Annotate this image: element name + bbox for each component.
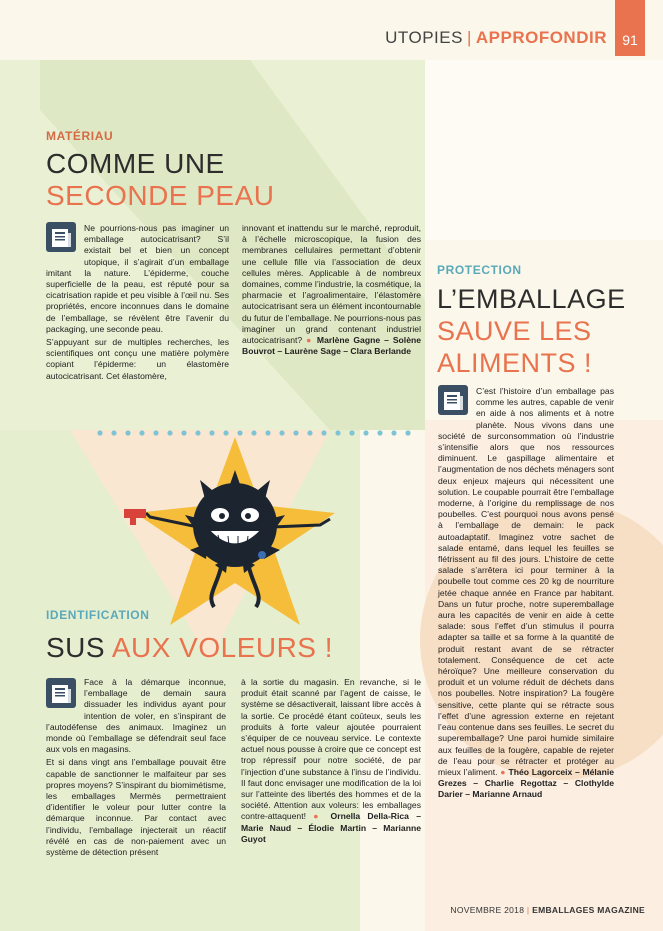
article2-body: C’est l’histoire d’un emballage pas comme les autres, capable de venir en aide à nos aliments et à notre planète. Nous vivons dans une société de surconsommation où l’industrie s’intensifie alors que nos ressources diminuent. Le gaspillage alimentaire et l’augmentation de nos déchets ménagers sont deux enjeux majeurs qui nécessitent une solution. Le coupable pourrait être l’emballage moderne, à l’origine du remplissage de nos poubelles. C’est pourquoi nous avons pensé à l’emballage de demain: le pack autoadaptatif. Imaginez votre sachet de salade entamé, dans lequel les feuilles se flétrissent au fil des jours. L’histoire de cette salade s’arrêtera ici pour terminer à la poubelle tout comme ces 20 kg de nourriture jetée chaque année en France par habitant. Dans un futur proche, notre superemballage aura les capacités de venir en aide à cette salade: sous l’effet d’un stimulus il pourra adapter sa taille et sa forme à la quantité de produit restant avant de se rétracter totalement. Conséquence de cet acte héroïque? Une meilleure conservation du produit et un volume réduit de déchets dans nos poubelles. Notre inspiration? La fougère sensitive, cette plante qui se rétracte sous l’effet d’une agression externe en rejetant l’eau contenue dans ses feuilles. Le secret du superemballage? Une paroi humide similaire aux feuilles de la fougère, capable de rejeter de l’eau pour se rétracter et protéger au mieux l’aliment.	[438, 386, 614, 777]
running-header	[385, 28, 607, 48]
article1-column1	[46, 223, 229, 384]
article2-title-line2: SAUVE LES	[437, 316, 592, 346]
article3-col2-para1: à la sortie du magasin. En revanche, si le produit était scanné par l’agent de caisse, le système se désactiverait, laissant libre accès à la sortie. Ce procédé étant coûteux, seuls les produits à forte valeur ajoutée pourraient s’équiper de ce nouveau service. Le contexte actuel nous pousse à croire que ce concept est trop répressif pour notre société, de par l’injection d’une substance à l’insu de l’individu. Il faut donc envisager une modification de la loi sur l’atteinte des libertés des hommes et de la société. Attention aux voleurs: les emballages contre-attaquent!	[241, 677, 421, 822]
footer-separator: |	[526, 905, 530, 915]
article3-title-accent: AUX VOLEURS !	[111, 632, 334, 663]
article2-authors: Théo Lagorceix – Mélanie Grezes – Charlie Regottaz – Clothylde Darier – Marianne Arnaud	[438, 766, 614, 800]
article1-col1-para1: Ne pourrions-nous pas imaginer un emballage autocicatrisant? S’il existait bel et bien un concept utopique, il s’agirait d’un emballage imitant la nature. L’épiderme, couche superficielle de la peau, est réputé pour sa cicatrisation rapide et peu visible à l’œil nu. Ses propriétés, encore inconnues dans le domaine de l’emballage, se révèlent être l’avenir du packaging, une seconde peau.	[46, 223, 229, 334]
spiky-monster-illustration	[110, 435, 360, 635]
article1-col1-para2: S’appuyant sur de multiples recherches, les scientifiques ont conçu une matière polymère copiant l’épiderme: un élastomère autocicatrisant. Cet élastomère,	[46, 337, 229, 381]
article3-authors: Ornella Della-Rica – Marie Naud – Élodie Martin – Marianne Guyot	[241, 811, 421, 844]
header-section: APPROFONDIR	[475, 28, 607, 47]
article1-title-line2: SECONDE PEAU	[46, 180, 275, 211]
article3-col1-para2: Et si dans vingt ans l’emballage pouvait être capable de sanctionner le malfaiteur par ses propres moyens? S’inspirant du biomimétisme, les emballages Mermès permettraient d’identifier le voleur pour lutter contre la démarque inconnue. Par contact avec l’individu, l’emballage injecterait un réactif révélé en cas de non-paiement avec un système de détection présent	[46, 757, 226, 858]
article2-title	[437, 283, 626, 379]
article3-title	[46, 632, 333, 664]
header-separator: |	[466, 28, 472, 47]
page-number: 91	[615, 0, 645, 56]
page-footer	[450, 905, 645, 915]
header-magazine-section: UTOPIES	[385, 28, 463, 47]
article3-kicker: IDENTIFICATION	[46, 608, 150, 622]
article3-col1-para1: Face à la démarque inconnue, l’emballage de demain saura dissuader les individus ayant pour intention de voler, en s’inspirant de l’autodéfense des animaux. Imaginez un monde où l’emballage se défendrait seul face aux vols en magasins.	[46, 677, 226, 755]
article1-title-line1: COMME UNE	[46, 148, 225, 179]
footer-date: NOVEMBRE 2018	[450, 905, 525, 915]
article2-title-line3: ALIMENTS !	[437, 348, 593, 378]
article1-kicker: MATÉRIAU	[46, 129, 114, 143]
footer-magazine: EMBALLAGES MAGAZINE	[532, 905, 645, 915]
article1-authors: Marlène Gagne – Solène Bouvrot – Laurène Sage – Clara Berlande	[242, 335, 421, 357]
article3-title-dark: SUS	[46, 632, 106, 663]
article3-column2: à la sortie du magasin. En revanche, si le produit était scanné par l’agent de caisse, le système se désactiverait, laissant libre accès à la sortie. Ce procédé étant coûteux, seuls les produits à forte valeur ajoutée pourraient s’équiper de ce nouveau service. Le contexte actuel nous pousse à croire que ce concept est trop répressif pour notre société, de par l’injection d’une substance à l’insu de l’individu. Il faut donc envisager une modification de la loi sur l’atteinte des libertés des hommes et de la société. Attention aux voleurs: les emballages contre-attaquent! ● Ornella Della-Rica – Marie Naud – Élodie Martin – Marianne Guyot	[241, 677, 421, 844]
article1-col2-para1: innovant et inattendu sur le marché, reproduit, à l’échelle microscopique, la fusion des membranes cellulaires permettant d’obtenir une cellule fille via l’association de deux cellules mères. Applicable à de nombreux domaines, comme l’industrie, la cosmétique, la pharmacie et l’agroalimentaire, l’élastomère autocicatrisant sera un élément incontournable du futur de l’emballage. Ne pourrions-nous pas imaginer un grand contenant industriel autocicatrisant?	[242, 223, 421, 346]
article2-title-line1: L’EMBALLAGE	[437, 284, 626, 314]
article2-kicker: PROTECTION	[437, 263, 522, 277]
article1-title	[46, 148, 275, 212]
article2-column: C’est l’histoire d’un emballage pas comme les autres, capable de venir en aide à nos aliments et à notre planète. Nous vivons dans une société de surconsommation où l’industrie s’intensifie alors que nos ressources diminuent. Le gaspillage alimentaire et l’augmentation de nos déchets ménagers sont deux enjeux majeurs qui nécessitent une solution. Le coupable pourrait être l’emballage moderne, à l’origine du remplissage de nos poubelles. C’est pourquoi nous avons pensé à l’emballage de demain: le pack autoadaptatif. Imaginez votre sachet de salade entamé, dans lequel les feuilles se flétrissent au fil des jours. L’histoire de cette salade s’arrêtera ici pour terminer à la poubelle tout comme ces 20 kg de nourriture jetée chaque année en France par habitant. Dans un futur proche, notre superemballage aura les capacités de venir en aide à cette salade: sous l’effet d’un stimulus il pourra adapter sa taille et sa forme à la quantité de produit restant avant de se rétracter totalement. Conséquence de cet acte héroïque? Une meilleure conservation du produit et un volume réduit de déchets dans nos poubelles. Notre inspiration? La fougère sensitive, cette plante qui se rétracte sous l’effet d’une agression externe en rejetant l’eau contenue dans ses feuilles. Le secret du superemballage? Une paroi humide similaire aux feuilles de la fougère, capable de rejeter de l’eau pour se rétracter et protéger au mieux l’aliment. ● Théo Lagorceix – Mélanie Grezes – Charlie Regottaz – Clothylde Darier – Marianne Arnaud	[438, 386, 614, 800]
article1-column2: innovant et inattendu sur le marché, reproduit, à l’échelle microscopique, la fusion des membranes cellulaires permettant d’obtenir une cellule fille via l’association de deux cellules mères. Applicable à de nombreux domaines, comme l’industrie, la cosmétique, la pharmacie et l’agroalimentaire, l’élastomère autocicatrisant sera un élément incontournable du futur de l’emballage. Ne pourrions-nous pas imaginer un grand contenant industriel autocicatrisant? ● Marlène Gagne – Solène Bouvrot – Laurène Sage – Clara Berlande	[242, 223, 421, 357]
article3-column1	[46, 677, 226, 860]
